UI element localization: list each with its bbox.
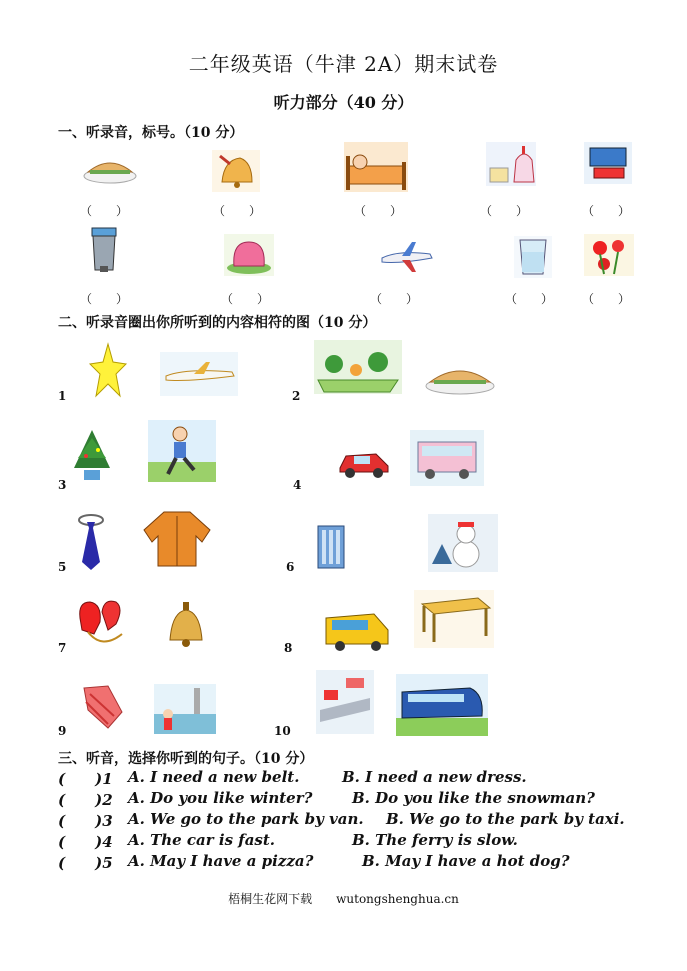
section1-heading: 一、听录音，标号。（10 分） <box>58 125 244 141</box>
item-number: 7 <box>58 641 67 655</box>
option-a: A. May I have a pizza? <box>128 852 314 870</box>
question-row <box>58 831 518 852</box>
bed-icon <box>344 142 408 192</box>
bus-icon[interactable] <box>410 430 484 486</box>
question-lead[interactable]: ( )5 <box>58 854 113 872</box>
sandwich-icon <box>82 150 138 186</box>
answer-paren[interactable]: （ ） <box>480 204 529 218</box>
question-lead[interactable]: ( )2 <box>58 791 113 809</box>
item-number: 8 <box>284 641 293 655</box>
question-row <box>58 852 570 873</box>
item-number: 4 <box>293 478 302 492</box>
tie-icon[interactable] <box>76 510 106 572</box>
star-icon[interactable] <box>88 342 128 400</box>
answer-paren[interactable]: （ ） <box>354 204 403 218</box>
page-subtitle: 听力部分（40 分） <box>273 93 414 112</box>
question-row <box>58 768 527 789</box>
item-number: 5 <box>58 560 67 574</box>
desk-icon[interactable] <box>414 590 494 648</box>
option-a: A. The car is fast. <box>128 831 276 849</box>
gloves-icon[interactable] <box>72 594 130 650</box>
tree-icon[interactable] <box>70 428 114 484</box>
item-number: 9 <box>58 724 67 738</box>
question-lead[interactable]: ( )1 <box>58 770 113 788</box>
train-icon[interactable] <box>396 674 488 736</box>
question-lead[interactable]: ( )3 <box>58 812 113 830</box>
flowers-icon <box>584 234 634 276</box>
gift-icon <box>584 142 632 184</box>
answer-paren[interactable]: （ ） <box>213 204 262 218</box>
option-a: A. I need a new belt. <box>128 768 300 786</box>
answer-paren[interactable]: （ ） <box>80 204 129 218</box>
question-row <box>58 810 625 831</box>
scarf-icon[interactable] <box>78 682 128 732</box>
street-icon[interactable] <box>154 684 216 734</box>
option-b: B. We go to the park by taxi. <box>386 810 625 828</box>
bell-icon <box>212 150 260 192</box>
section3-heading: 三、听音，选择你听到的句子。（10 分） <box>58 751 314 767</box>
answer-paren[interactable]: （ ） <box>80 292 129 306</box>
jelly-icon <box>224 234 274 276</box>
glass-icon <box>514 236 552 278</box>
footer: 梧桐生花网下载 wutongshenghua.cn <box>228 892 459 906</box>
van-icon[interactable] <box>322 606 392 652</box>
answer-paren[interactable]: （ ） <box>221 292 270 306</box>
car-icon[interactable] <box>336 444 392 480</box>
snowman-icon[interactable] <box>428 514 498 572</box>
option-b: B. May I have a hot dog? <box>362 852 570 870</box>
bell-icon[interactable] <box>164 600 208 648</box>
answer-paren[interactable]: （ ） <box>582 292 631 306</box>
option-b: B. Do you like the snowman? <box>352 789 595 807</box>
sandwich-icon[interactable] <box>424 356 496 396</box>
plane-icon[interactable] <box>160 352 238 396</box>
item-number: 10 <box>274 724 291 738</box>
section2-heading: 二、听录音圈出你所听到的内容相符的图（10 分） <box>58 315 377 331</box>
option-b: B. The ferry is slow. <box>352 831 518 849</box>
plane-icon <box>378 236 434 276</box>
answer-paren[interactable]: （ ） <box>582 204 631 218</box>
park-icon[interactable] <box>314 340 402 394</box>
item-number: 3 <box>58 478 67 492</box>
boy-icon[interactable] <box>148 420 216 482</box>
building-icon[interactable] <box>314 520 348 570</box>
bin-icon <box>88 226 120 274</box>
option-a: A. Do you like winter? <box>128 789 313 807</box>
option-a: A. We go to the park by van. <box>128 810 364 828</box>
item-number: 1 <box>58 389 67 403</box>
question-lead[interactable]: ( )4 <box>58 833 113 851</box>
option-b: B. I need a new dress. <box>342 768 527 786</box>
answer-paren[interactable]: （ ） <box>505 292 554 306</box>
cake-icon <box>486 142 536 186</box>
page-title: 二年级英语（牛津 2A）期末试卷 <box>188 52 499 76</box>
coat-icon[interactable] <box>140 508 214 570</box>
question-row <box>58 789 595 810</box>
answer-paren[interactable]: （ ） <box>370 292 419 306</box>
road-icon[interactable] <box>316 670 374 734</box>
item-number: 2 <box>292 389 301 403</box>
item-number: 6 <box>286 560 295 574</box>
